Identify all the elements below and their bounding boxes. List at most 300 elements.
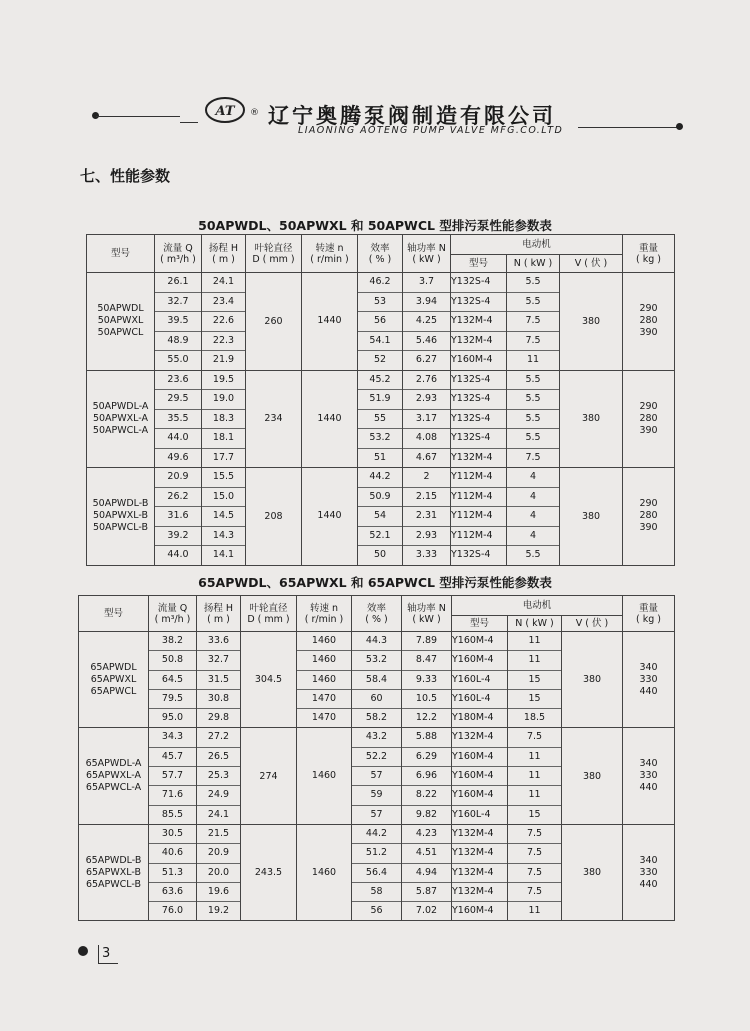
shaft-value: 4.25: [403, 312, 450, 332]
col-motor-voltage: V ( 伏 ): [560, 255, 623, 273]
header-left-rule: [96, 116, 180, 117]
col-flow: 流量 Q ( m³/h ): [155, 235, 202, 273]
eff-value: 57: [370, 808, 383, 820]
model-cell: [79, 728, 149, 824]
flow-value: 39.5: [155, 312, 201, 332]
speed-cell: [302, 273, 358, 371]
shaft-value: 4.23: [402, 825, 451, 844]
eff-value: 53.2: [352, 651, 401, 670]
eff-cell: [352, 728, 402, 824]
flow-value: 55.0: [167, 354, 189, 365]
mn-value: 4: [507, 527, 559, 547]
head-cell: [202, 468, 246, 566]
flow-value: 44.0: [167, 549, 189, 560]
shaft-value: 4.94: [402, 864, 451, 883]
head-value: 15.5: [202, 468, 245, 488]
motor-value: Y160L-4: [452, 671, 507, 690]
eff-value: 44.2: [358, 468, 402, 488]
speed-value: 1440: [317, 315, 342, 327]
mn-value: 11: [528, 905, 541, 917]
motor-value: Y112M-4: [451, 527, 506, 547]
eff-value: 45.2: [358, 371, 402, 391]
eff-value: 56: [370, 905, 383, 917]
model-cell: [87, 468, 155, 566]
weight-value: 340: [639, 758, 658, 770]
flow-value: 35.5: [155, 410, 201, 430]
flow-value: 38.2: [149, 632, 196, 651]
eff-cell: [352, 632, 402, 728]
model-name: 50APWDL: [97, 303, 144, 315]
head-value: 17.7: [212, 451, 235, 463]
mn-value: 15: [508, 671, 561, 690]
head-cell: [197, 632, 241, 728]
mn-value: 5.5: [507, 390, 559, 410]
weight-value: 390: [639, 424, 658, 436]
eff-value: 53.2: [358, 429, 402, 449]
motor-value: Y160M-4: [452, 905, 494, 917]
head-value: 31.5: [197, 671, 240, 690]
speed-value: 1460: [311, 866, 337, 878]
mn-value: 11: [508, 748, 561, 767]
speed-cell: [297, 632, 352, 728]
model-name: 65APWXL: [90, 673, 137, 685]
eff-cell: [358, 370, 403, 468]
table-row: [87, 370, 675, 468]
shaft-value: 4.51: [402, 844, 451, 863]
head-value: 25.3: [197, 767, 240, 786]
mn-value: 5.5: [525, 549, 541, 560]
flow-cell: [149, 632, 197, 728]
motor-cell: [451, 273, 507, 371]
shaft-value: 7.02: [415, 905, 438, 917]
v-cell: 380: [562, 632, 623, 728]
flow-value: 44.0: [155, 429, 201, 449]
motor-value: Y160M-4: [452, 748, 507, 767]
motor-value: Y160M-4: [452, 786, 507, 805]
flow-value: 79.5: [149, 690, 196, 709]
eff-value: 51.9: [358, 390, 402, 410]
mn-value: 7.5: [508, 864, 561, 883]
eff-value: 50: [373, 549, 387, 560]
table-row: [79, 824, 675, 920]
head-value: 32.7: [197, 651, 240, 670]
motor-value: Y160M-4: [452, 651, 507, 670]
speed-cell: [302, 468, 358, 566]
weight-cell: [623, 824, 675, 920]
shaft-value: 2: [403, 468, 450, 488]
registered-mark: ®: [250, 108, 259, 118]
flow-value: 49.6: [167, 451, 189, 463]
head-cell: [197, 824, 241, 920]
col-weight: 重量 ( kg ): [623, 596, 675, 632]
col-speed: 转速 n ( r/min ): [302, 235, 358, 273]
imp-cell: 234: [246, 370, 302, 468]
weight-value: 290: [639, 498, 658, 510]
mn-value: 7.5: [508, 825, 561, 844]
motor-value: Y180M-4: [452, 712, 494, 724]
shaft-value: 2.15: [403, 488, 450, 508]
col-model: 型号: [87, 235, 155, 273]
header-right-rule: [578, 127, 678, 128]
head-value: 20.0: [197, 864, 240, 883]
flow-value: 26.2: [155, 488, 201, 508]
model-cell: [79, 632, 149, 728]
head-value: 30.8: [197, 690, 240, 709]
weight-value: 390: [639, 522, 658, 534]
shaft-value: 6.27: [415, 354, 438, 365]
head-value: 18.1: [202, 429, 245, 449]
mn-cell: [508, 728, 562, 824]
motor-value: Y132S-4: [451, 410, 506, 430]
eff-value: 43.2: [352, 728, 401, 747]
flow-value: 39.2: [155, 527, 201, 547]
speed-value: 1460: [297, 671, 351, 690]
head-value: 29.8: [207, 712, 230, 724]
head-value: 24.1: [207, 808, 230, 820]
eff-value: 58.4: [352, 671, 401, 690]
flow-value: 63.6: [149, 883, 196, 902]
shaft-value: 2.93: [403, 527, 450, 547]
head-value: 24.1: [202, 273, 245, 293]
col-motor-voltage: V ( 伏 ): [562, 616, 623, 632]
motor-value: Y132M-4: [452, 844, 507, 863]
mn-value: 4: [507, 488, 559, 508]
motor-value: Y132M-4: [452, 825, 507, 844]
head-value: 21.5: [197, 825, 240, 844]
table-row: [79, 632, 675, 728]
shaft-value: 4.08: [403, 429, 450, 449]
weight-value: 440: [639, 685, 658, 697]
col-head: 扬程 H ( m ): [197, 596, 241, 632]
flow-value: 71.6: [149, 786, 196, 805]
footer-rule-base: [98, 963, 118, 964]
speed-value: 1470: [297, 690, 351, 709]
col-motor: 电动机: [451, 235, 623, 255]
imp-cell: 208: [246, 468, 302, 566]
shaft-value: 8.22: [402, 786, 451, 805]
head-cell: [202, 273, 246, 371]
head-value: 19.5: [202, 371, 245, 391]
motor-cell: [451, 468, 507, 566]
flow-value: 34.3: [149, 728, 196, 747]
mn-value: 11: [508, 786, 561, 805]
shaft-value: 8.47: [402, 651, 451, 670]
shaft-value: 5.46: [403, 332, 450, 352]
speed-value: 1440: [317, 412, 342, 424]
weight-value: 280: [639, 510, 658, 522]
eff-value: 53: [358, 293, 402, 313]
eff-value: 51.2: [352, 844, 401, 863]
shaft-value: 9.33: [402, 671, 451, 690]
model-cell: [87, 370, 155, 468]
shaft-value: 2.93: [403, 390, 450, 410]
eff-value: 44.2: [352, 825, 401, 844]
col-motor: 电动机: [452, 596, 623, 616]
flow-cell: [155, 468, 202, 566]
table-row: [79, 728, 675, 824]
motor-value: Y132M-4: [452, 864, 507, 883]
weight-cell: [623, 370, 675, 468]
head-value: 15.0: [202, 488, 245, 508]
head-value: 14.1: [212, 549, 235, 560]
v-cell: 380: [562, 824, 623, 920]
section-title: 七、性能参数: [80, 167, 171, 185]
shaft-value: 5.88: [402, 728, 451, 747]
eff-value: 59: [352, 786, 401, 805]
head-value: 26.5: [197, 748, 240, 767]
flow-value: 51.3: [149, 864, 196, 883]
imp-cell: 243.5: [241, 824, 297, 920]
header-right-dot: [676, 123, 683, 130]
speed-cell: [302, 370, 358, 468]
shaft-cell: [403, 370, 451, 468]
flow-value: 45.7: [149, 748, 196, 767]
flow-value: 76.0: [161, 905, 184, 917]
head-value: 19.6: [197, 883, 240, 902]
imp-cell: 260: [246, 273, 302, 371]
motor-cell: [451, 370, 507, 468]
motor-value: Y132S-4: [451, 293, 506, 313]
mn-value: 7.5: [508, 883, 561, 902]
shaft-value: 3.33: [415, 549, 438, 560]
eff-value: 56: [358, 312, 402, 332]
motor-value: Y132M-4: [452, 728, 507, 747]
shaft-value: 5.87: [402, 883, 451, 902]
v-cell: 380: [560, 370, 623, 468]
shaft-cell: [402, 824, 452, 920]
motor-value: Y112M-4: [451, 507, 506, 527]
mn-value: 7.5: [507, 332, 559, 352]
mn-value: 7.5: [508, 844, 561, 863]
col-head: 扬程 H ( m ): [202, 235, 246, 273]
eff-value: 51: [373, 451, 387, 463]
motor-value: Y132M-4: [451, 312, 506, 332]
table-1-title: 50APWDL、50APWXL 和 50APWCL 型排污泵性能参数表: [198, 218, 552, 233]
weight-value: 290: [639, 400, 658, 412]
speed-value: 1460: [297, 651, 351, 670]
eff-value: 54: [358, 507, 402, 527]
flow-value: 30.5: [149, 825, 196, 844]
flow-value: 32.7: [155, 293, 201, 313]
head-value: 19.0: [202, 390, 245, 410]
mn-cell: [507, 370, 560, 468]
v-cell: 380: [560, 273, 623, 371]
mn-value: 18.5: [523, 712, 546, 724]
shaft-value: 4.67: [415, 451, 438, 463]
shaft-cell: [402, 728, 452, 824]
mn-value: 4: [507, 507, 559, 527]
mn-value: 15: [528, 808, 541, 820]
performance-table-65: [78, 595, 675, 921]
mn-value: 15: [508, 690, 561, 709]
head-value: 22.3: [202, 332, 245, 352]
eff-value: 52.2: [352, 748, 401, 767]
shaft-value: 2.31: [403, 507, 450, 527]
head-value: 27.2: [197, 728, 240, 747]
shaft-value: 3.7: [403, 273, 450, 293]
eff-value: 55: [358, 410, 402, 430]
table-2-title: 65APWDL、65APWXL 和 65APWCL 型排污泵性能参数表: [198, 575, 552, 590]
motor-value: Y112M-4: [451, 488, 506, 508]
shaft-value: 12.2: [415, 712, 438, 724]
footer-rule-vertical: [98, 945, 99, 964]
head-value: 20.9: [197, 844, 240, 863]
head-value: 19.2: [207, 905, 230, 917]
eff-value: 58.2: [365, 712, 388, 724]
eff-cell: [352, 824, 402, 920]
performance-table-50: [86, 234, 675, 566]
flow-cell: [149, 728, 197, 824]
flow-value: 26.1: [155, 273, 201, 293]
model-cell: [87, 273, 155, 371]
weight-value: 280: [639, 315, 658, 327]
head-value: 18.3: [202, 410, 245, 430]
model-name: 65APWCL-A: [85, 782, 142, 794]
mn-value: 5.5: [507, 429, 559, 449]
speed-value: 1470: [311, 712, 337, 724]
eff-value: 46.2: [358, 273, 402, 293]
model-name: 50APWCL: [97, 327, 144, 339]
eff-value: 58: [352, 883, 401, 902]
col-motor-power: N ( kW ): [508, 616, 562, 632]
model-name: 65APWXL-B: [86, 866, 141, 878]
model-name: 50APWXL: [97, 315, 144, 327]
motor-value: Y132S-4: [451, 429, 506, 449]
flow-value: 29.5: [155, 390, 201, 410]
col-speed: 转速 n ( r/min ): [297, 596, 352, 632]
v-cell: 380: [562, 728, 623, 824]
shaft-value: 3.17: [403, 410, 450, 430]
model-name: 50APWXL-B: [93, 510, 148, 522]
model-name: 65APWDL-A: [85, 758, 142, 770]
page-number: 3: [102, 946, 111, 961]
speed-cell: [297, 728, 352, 824]
flow-value: 95.0: [161, 712, 184, 724]
motor-value: Y132M-4: [451, 332, 506, 352]
model-name: 65APWXL-A: [85, 770, 142, 782]
shaft-value: 3.94: [403, 293, 450, 313]
flow-value: 64.5: [149, 671, 196, 690]
mn-value: 4: [507, 468, 559, 488]
shaft-value: 6.29: [402, 748, 451, 767]
mn-value: 11: [508, 651, 561, 670]
flow-cell: [149, 824, 197, 920]
weight-cell: [623, 728, 675, 824]
col-weight: 重量 ( kg ): [623, 235, 675, 273]
motor-value: Y160M-4: [451, 354, 493, 365]
svg-text:AT: AT: [215, 104, 235, 119]
weight-value: 330: [639, 866, 658, 878]
eff-value: 54.1: [358, 332, 402, 352]
model-name: 65APWDL-B: [85, 854, 142, 866]
motor-value: Y160L-4: [452, 808, 491, 820]
weight-cell: [623, 468, 675, 566]
footer-dot: [78, 946, 88, 956]
weight-value: 440: [639, 878, 658, 890]
weight-cell: [623, 273, 675, 371]
shaft-value: 10.5: [402, 690, 451, 709]
col-efficiency: 效率 ( % ): [358, 235, 403, 273]
col-impeller: 叶轮直径 D ( mm ): [246, 235, 302, 273]
col-shaft-power: 轴功率 N ( kW ): [403, 235, 451, 273]
head-cell: [197, 728, 241, 824]
shaft-cell: [403, 273, 451, 371]
mn-value: 5.5: [507, 273, 559, 293]
shaft-value: 9.82: [415, 808, 438, 820]
head-value: 14.5: [202, 507, 245, 527]
company-name-en: LIAONING AOTENG PUMP VALVE MFG.CO.LTD: [298, 125, 564, 136]
eff-value: 57: [352, 767, 401, 786]
mn-cell: [508, 632, 562, 728]
v-cell: 380: [560, 468, 623, 566]
model-name: 50APWDL-B: [92, 498, 149, 510]
col-motor-model: 型号: [451, 255, 507, 273]
col-motor-power: N ( kW ): [507, 255, 560, 273]
eff-cell: [358, 468, 403, 566]
motor-value: Y160L-4: [452, 690, 507, 709]
eff-value: 60: [352, 690, 401, 709]
company-logo-icon: [203, 95, 247, 125]
col-shaft-power: 轴功率 N ( kW ): [402, 596, 452, 632]
mn-value: 7.5: [525, 451, 541, 463]
col-flow: 流量 Q ( m³/h ): [149, 596, 197, 632]
weight-value: 340: [639, 661, 658, 673]
eff-value: 52.1: [358, 527, 402, 547]
weight-value: 440: [639, 782, 658, 794]
model-name: 50APWCL-A: [92, 424, 149, 436]
motor-value: Y132S-4: [451, 549, 491, 560]
head-value: 23.4: [202, 293, 245, 313]
mn-value: 11: [508, 632, 561, 651]
motor-value: Y160M-4: [452, 767, 507, 786]
mn-value: 11: [508, 767, 561, 786]
model-name: 50APWDL-A: [92, 400, 149, 412]
col-motor-model: 型号: [452, 616, 508, 632]
eff-value: 44.3: [352, 632, 401, 651]
imp-cell: 304.5: [241, 632, 297, 728]
flow-value: 40.6: [149, 844, 196, 863]
motor-cell: [452, 632, 508, 728]
motor-cell: [452, 824, 508, 920]
flow-cell: [155, 273, 202, 371]
imp-cell: 274: [241, 728, 297, 824]
weight-value: 390: [639, 327, 658, 339]
flow-value: 23.6: [155, 371, 201, 391]
model-name: 50APWCL-B: [92, 522, 149, 534]
model-name: 50APWXL-A: [92, 412, 149, 424]
motor-value: Y132S-4: [451, 390, 506, 410]
speed-value: 1460: [311, 770, 337, 782]
weight-value: 290: [639, 303, 658, 315]
speed-cell: [297, 824, 352, 920]
shaft-cell: [403, 468, 451, 566]
head-value: 24.9: [197, 786, 240, 805]
motor-value: Y132M-4: [452, 883, 507, 902]
header-left-rule-low: [180, 122, 198, 123]
head-value: 22.6: [202, 312, 245, 332]
mn-cell: [507, 273, 560, 371]
motor-value: Y132S-4: [451, 371, 506, 391]
shaft-value: 2.76: [403, 371, 450, 391]
eff-value: 50.9: [358, 488, 402, 508]
head-value: 14.3: [202, 527, 245, 547]
weight-value: 330: [639, 673, 658, 685]
eff-cell: [358, 273, 403, 371]
weight-value: 280: [639, 412, 658, 424]
flow-value: 85.5: [161, 808, 184, 820]
motor-value: Y112M-4: [451, 468, 506, 488]
weight-value: 330: [639, 770, 658, 782]
